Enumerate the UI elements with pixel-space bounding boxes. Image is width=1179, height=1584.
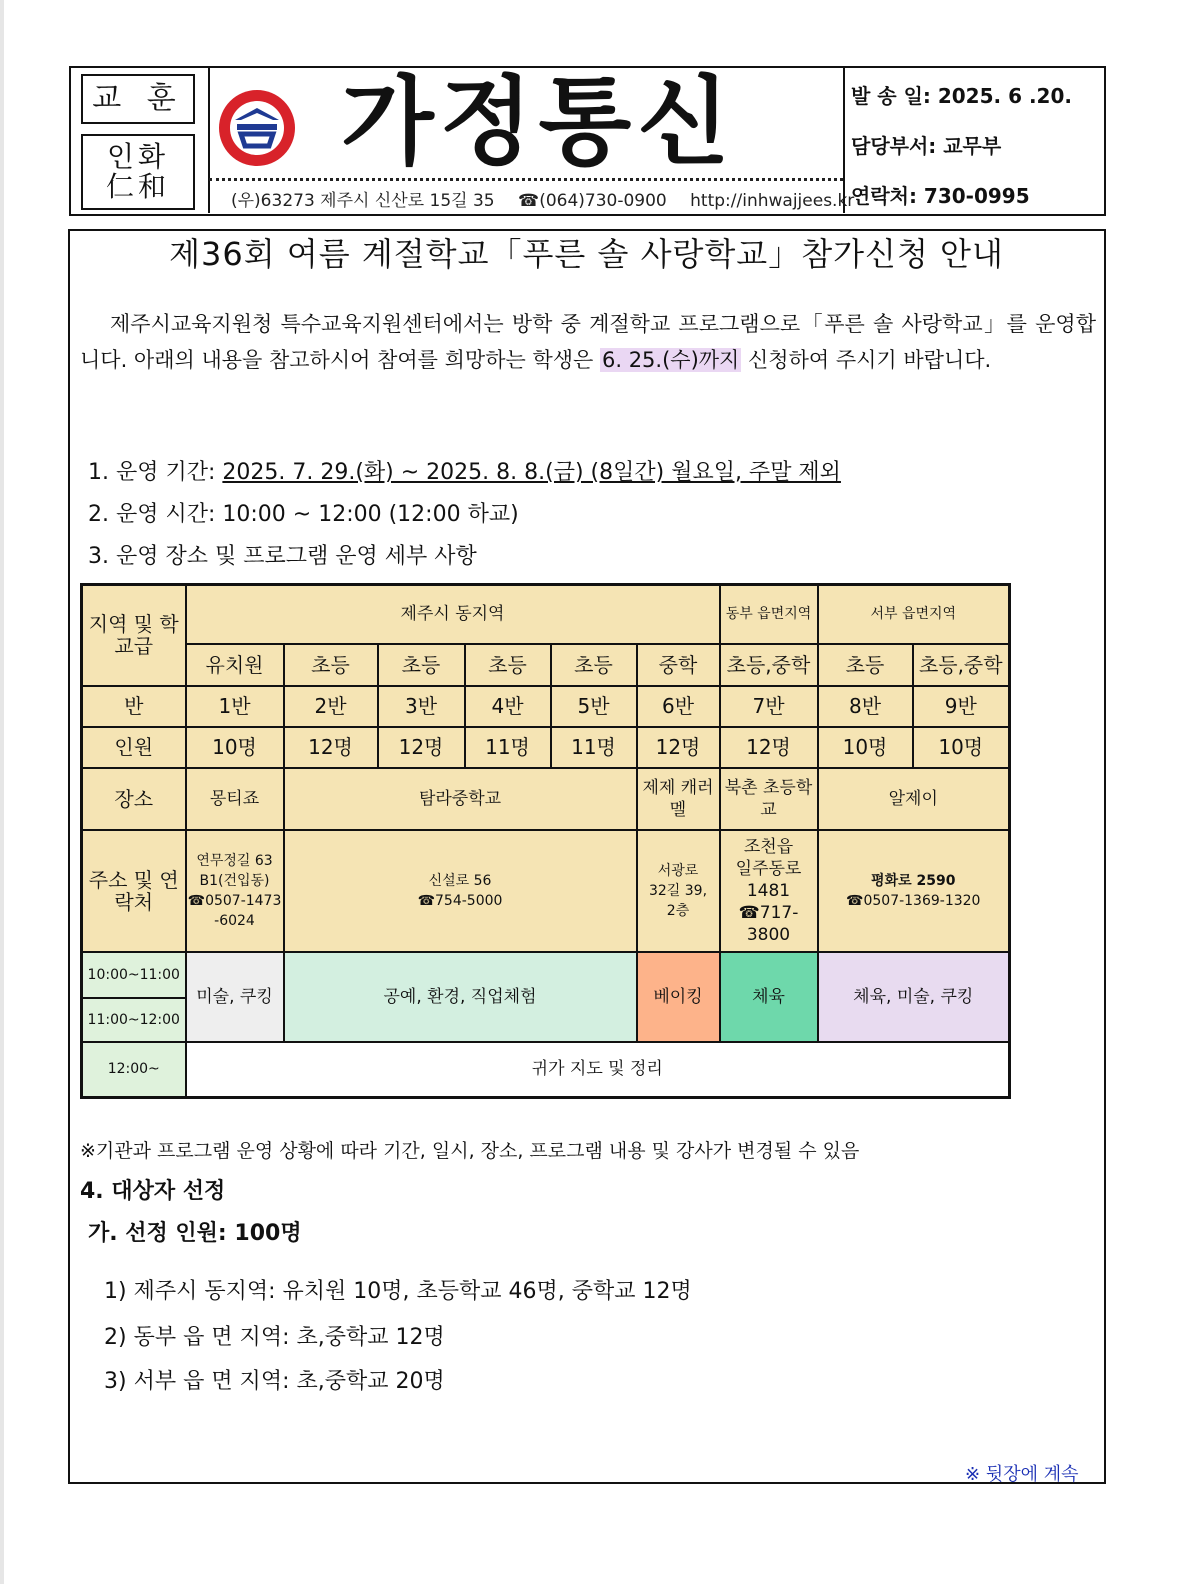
change-notice: ※기관과 프로그램 운영 상황에 따라 기간, 일시, 장소, 프로그램 내용 및 강사가 변경될 수 있음: [80, 1140, 860, 1162]
school-logo-icon: [217, 88, 297, 168]
program-cell: 공예, 환경, 직업체험: [284, 952, 637, 1042]
count-cell: 12명: [637, 727, 720, 768]
operation-period-value: 2025. 7. 29.(화) ~ 2025. 8. 8.(금) (8일간) 월요일, 주말 제외: [222, 460, 841, 485]
time-slot: 11:00~12:00: [82, 998, 186, 1042]
region-header: 지역 및 학교급: [82, 585, 186, 686]
count-cell: 12명: [378, 727, 465, 768]
motto-korean: 인화: [106, 140, 170, 173]
address-cell: 조천읍 일주동로 1481 ☎717-3800: [720, 830, 818, 952]
level-cell: 중학: [637, 644, 720, 686]
venue-cell: 탐라중학교: [284, 768, 637, 830]
page-title: 가정통신: [341, 66, 736, 178]
intro-text-before: 제주시교육지원청 특수교육지원센터에서는 방학 중 계절학교 프로그램으로「푸른 솔 사랑학교」를 운영합니다. 아래의 내용을 참고하시어 참여를 희망하는 학생은: [80, 312, 1096, 372]
region-west: 서부 읍면지역: [818, 585, 1010, 644]
header-divider: [209, 178, 843, 181]
level-cell: 초등,중학: [720, 644, 818, 686]
count-cell: 10명: [913, 727, 1010, 768]
motto-hanja: 仁和: [105, 170, 170, 203]
count-cell: 12명: [284, 727, 378, 768]
school-motto-box: [71, 68, 210, 213]
deadline-highlight: 6. 25.(수)까지: [601, 348, 740, 372]
class-cell: 8반: [818, 686, 913, 727]
motto-value: [81, 134, 195, 210]
count-cell: 11명: [465, 727, 551, 768]
count-cell: 10명: [186, 727, 284, 768]
level-cell: 유치원: [186, 644, 284, 686]
level-cell: 초등: [378, 644, 465, 686]
time-slot: 10:00~11:00: [82, 952, 186, 998]
venue-label: 장소: [82, 768, 186, 830]
intro-text-after: 신청하여 주시기 바랍니다.: [741, 348, 992, 372]
count-cell: 11명: [551, 727, 637, 768]
address-cell: 신설로 56 ☎754-5000: [284, 830, 637, 952]
program-cell: 미술, 쿠킹: [186, 952, 284, 1042]
class-label: 반: [82, 686, 186, 727]
department: 담당부서: 교무부: [851, 134, 1002, 158]
class-cell: 6반: [637, 686, 720, 727]
program-cell: 베이킹: [637, 952, 720, 1042]
school-address: (우)63273 제주시 신산로 15길 35: [231, 191, 495, 211]
address-label: 주소 및 연락처: [82, 830, 186, 952]
level-cell: 초등: [284, 644, 378, 686]
selection-total: 가. 선정 인원: 100명: [88, 1221, 302, 1246]
time-slot: 12:00~: [82, 1042, 186, 1098]
level-cell: 초등: [818, 644, 913, 686]
class-cell: 4반: [465, 686, 551, 727]
intro-paragraph: [80, 306, 1096, 378]
region-east: 동부 읍면지역: [720, 585, 818, 644]
count-label: 인원: [82, 727, 186, 768]
class-cell: 2반: [284, 686, 378, 727]
selection-line: 3) 서부 읍 면 지역: 초,중학교 20명: [104, 1369, 445, 1394]
motto-label: 교 훈: [81, 74, 195, 124]
selection-line: 2) 동부 읍 면 지역: 초,중학교 12명: [104, 1325, 445, 1350]
count-cell: 12명: [720, 727, 818, 768]
operation-time: 2. 운영 시간: 10:00 ~ 12:00 (12:00 하교): [88, 502, 519, 527]
letter-header: [69, 66, 1106, 216]
level-cell: 초등: [465, 644, 551, 686]
selection-line: 1) 제주시 동지역: 유치원 10명, 초등학교 46명, 중학교 12명: [104, 1279, 692, 1304]
contact-number: 연락처: 730-0995: [851, 184, 1030, 208]
send-date: 발 송 일: 2025. 6 .20.: [851, 84, 1072, 108]
school-address-line: [231, 186, 872, 211]
subject-title: 제36회 여름 계절학교「푸른 솔 사랑학교」참가신청 안내: [169, 235, 1004, 273]
address-cell: 연무정길 63 B1(건입동) ☎0507-1473 -6024: [186, 830, 284, 952]
letter-info: [843, 68, 1105, 213]
operation-place-heading: 3. 운영 장소 및 프로그램 운영 세부 사항: [88, 544, 477, 569]
venue-cell: 몽티죠: [186, 768, 284, 830]
school-phone: ☎(064)730-0900: [518, 191, 667, 211]
level-cell: 초등,중학: [913, 644, 1010, 686]
dismissal-cell: 귀가 지도 및 정리: [186, 1042, 1010, 1098]
venue-cell: 북촌 초등학교: [720, 768, 818, 830]
address-cell: 평화로 2590 ☎0507-1369-1320: [818, 830, 1010, 952]
program-table: [80, 583, 1011, 1099]
address-cell: 서광로 32길 39, 2층: [637, 830, 720, 952]
page-edge: [0, 0, 4, 1584]
level-cell: 초등: [551, 644, 637, 686]
selection-heading: 4. 대상자 선정: [80, 1179, 226, 1204]
class-cell: 3반: [378, 686, 465, 727]
program-cell: 체육, 미술, 쿠킹: [818, 952, 1010, 1042]
class-cell: 5반: [551, 686, 637, 727]
count-cell: 10명: [818, 727, 913, 768]
class-cell: 7반: [720, 686, 818, 727]
operation-period: 1. 운영 기간: 2025. 7. 29.(화) ~ 2025. 8. 8.(금) (8일간) 월요일, 주말 제외: [88, 460, 841, 485]
region-east-city: 제주시 동지역: [186, 585, 720, 644]
continued-notice: ※ 뒷장에 계속: [965, 1464, 1079, 1485]
class-cell: 9반: [913, 686, 1010, 727]
school-url[interactable]: http://inhwajjees.kr: [690, 191, 855, 211]
venue-cell: 제제 캐러멜: [637, 768, 720, 830]
program-cell: 체육: [720, 952, 818, 1042]
class-cell: 1반: [186, 686, 284, 727]
venue-cell: 알제이: [818, 768, 1010, 830]
